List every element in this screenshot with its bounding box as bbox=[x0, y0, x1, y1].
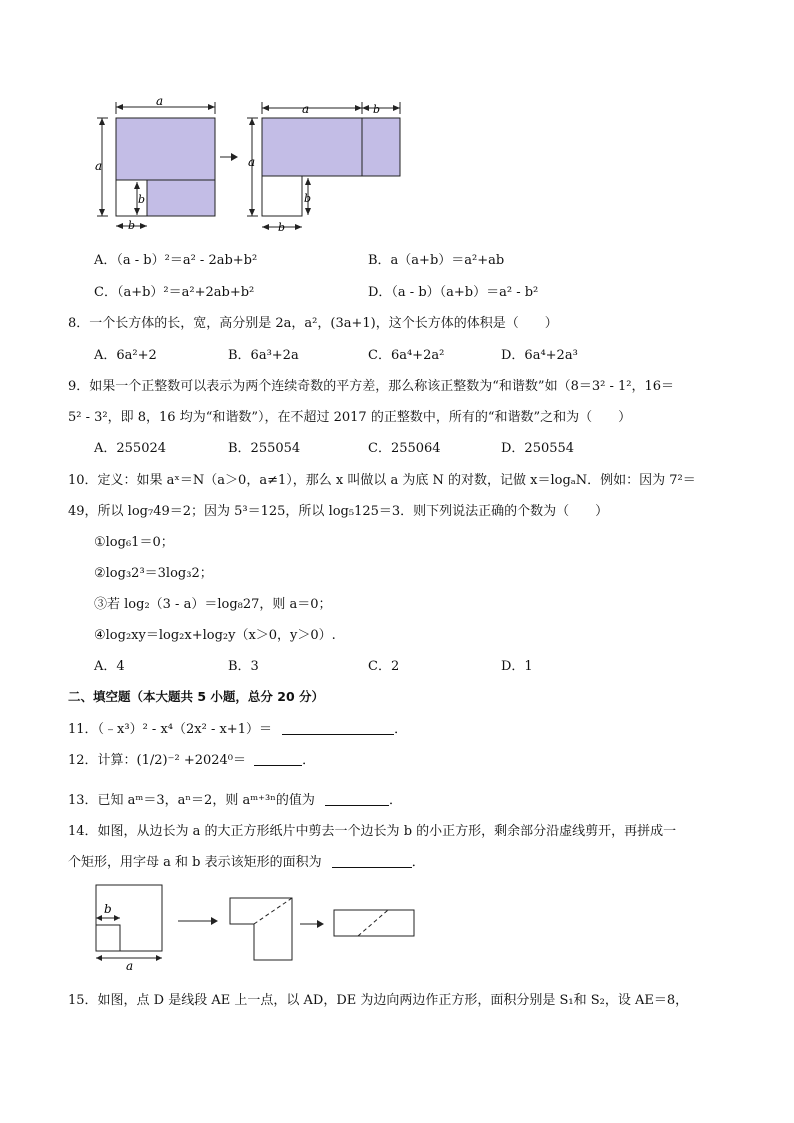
label-a-left: a bbox=[95, 159, 103, 173]
q12-answer-blank[interactable] bbox=[254, 753, 302, 766]
label-b-q14: b bbox=[104, 902, 112, 916]
q12-period: ． bbox=[302, 753, 316, 768]
q15-line-1: 15．如图，点 D 是线段 AE 上一点，以 AD，DE 为边向两边作正方形，面积分别是 S₁和 S₂，设 AE＝8， bbox=[68, 993, 689, 1008]
figure-square-rearrangement bbox=[90, 96, 410, 236]
label-a-top-right: a bbox=[302, 102, 310, 116]
q7-option-a: A．（a - b）²＝a² - 2ab+b² bbox=[94, 253, 258, 268]
rearranged-rect-a bbox=[262, 118, 362, 176]
bottom-strip-shaded bbox=[147, 180, 215, 216]
q10-option-a: A．4 bbox=[94, 659, 125, 674]
q11-stem: 11．（﹣x³）² - x⁴（2x² - x+1）＝ bbox=[68, 722, 272, 737]
label-a-right-side: a bbox=[248, 155, 256, 169]
q9-option-a: A．255024 bbox=[94, 441, 167, 456]
q10-option-d: D．1 bbox=[501, 659, 533, 674]
q9-option-d: D．250554 bbox=[501, 441, 575, 456]
label-b-right-bottom: b bbox=[278, 221, 286, 234]
q7-option-b: B．a（a+b）＝a²+ab bbox=[368, 253, 505, 268]
q8-option-a: A．6a²+2 bbox=[94, 348, 157, 363]
label-b-right-inner: b bbox=[304, 192, 312, 205]
q7-option-c: C．（a+b）²＝a²+2ab+b² bbox=[94, 285, 255, 300]
q10-line-2: 49，所以 log₇49＝2；因为 5³＝125，所以 log₅125＝3．则下列说法正确的个数为（ ） bbox=[68, 504, 609, 519]
q9-line-1: 9．如果一个正整数可以表示为两个连续奇数的平方差，那么称该正整数为“和谐数”如（8＝3² - 1²，16＝ bbox=[68, 379, 674, 394]
label-b-bottom: b bbox=[128, 219, 136, 232]
q9-option-c: C．255064 bbox=[368, 441, 441, 456]
q10-statement-3: ③若 log₂（3 - a）＝log₈27，则 a＝0； bbox=[94, 597, 332, 612]
q14-period: ． bbox=[411, 855, 425, 870]
q8-stem: 8．一个长方体的长，宽，高分别是 2a，a²，(3a+1)，这个长方体的体积是（ ） bbox=[68, 316, 558, 331]
label-b-top-right: b bbox=[373, 103, 381, 116]
label-a-top-left: a bbox=[156, 96, 164, 108]
l-shape-remaining bbox=[230, 898, 292, 960]
label-a-q14: a bbox=[126, 959, 134, 972]
rearranged-rect-b bbox=[362, 118, 400, 176]
rearranged-rectangle bbox=[334, 910, 414, 936]
q12-stem: 12．计算：(1/2)⁻² +2024⁰＝ bbox=[68, 753, 247, 768]
figure-q14-cut-and-rearrange bbox=[88, 880, 418, 972]
q9-option-b: B．255054 bbox=[228, 441, 301, 456]
q8-option-b: B．6a³+2a bbox=[228, 348, 299, 363]
q11-answer-blank[interactable] bbox=[282, 722, 394, 735]
small-square-cut bbox=[96, 925, 120, 951]
q14-answer-blank[interactable] bbox=[332, 855, 412, 868]
label-b-inner: b bbox=[138, 193, 146, 206]
q10-option-c: C．2 bbox=[368, 659, 400, 674]
q13-period: ． bbox=[389, 793, 403, 808]
q13-answer-blank[interactable] bbox=[325, 793, 389, 806]
big-square-shaded bbox=[116, 118, 215, 180]
q11-line bbox=[68, 718, 407, 737]
q10-statement-1: ①log₆1＝0； bbox=[94, 535, 174, 550]
q8-option-c: C．6a⁴+2a² bbox=[368, 348, 445, 363]
q14-line-1: 14．如图，从边长为 a 的大正方形纸片中剪去一个边长为 b 的小正方形，剩余部分沿虚线剪开，再拼成一 bbox=[68, 824, 677, 839]
q13-stem: 13．已知 aᵐ＝3，aⁿ＝2，则 aᵐ⁺³ⁿ的值为 bbox=[68, 793, 315, 808]
q10-line-1: 10．定义：如果 aˣ＝N（a＞0，a≠1），那么 x 叫做以 a 为底 N 的对数，记做 x＝logₐN．例如：因为 7²＝ bbox=[68, 473, 696, 488]
q9-line-2: 5² - 3²，即 8，16 均为“和谐数”），在不超过 2017 的正整数中，所有的“和谐数”之和为（ ） bbox=[68, 410, 632, 425]
q12-line bbox=[68, 749, 315, 768]
q10-statement-4: ④log₂xy＝log₂x+log₂y（x＞0，y＞0）. bbox=[94, 628, 336, 643]
q10-statement-2: ②log₃2³＝3log₃2； bbox=[94, 566, 213, 581]
q10-option-b: B．3 bbox=[228, 659, 259, 674]
rearranged-empty-square bbox=[262, 176, 302, 216]
q11-period: ． bbox=[394, 722, 408, 737]
q8-option-d: D．6a⁴+2a³ bbox=[501, 348, 578, 363]
q13-line bbox=[68, 789, 402, 808]
q14-line-2 bbox=[68, 851, 425, 870]
section-2-heading: 二、填空题（本大题共 5 小题，总分 20 分） bbox=[68, 689, 325, 704]
q7-option-d: D．（a - b）（a+b）＝a² - b² bbox=[368, 285, 539, 300]
q14-stem: 个矩形，用字母 a 和 b 表示该矩形的面积为 bbox=[68, 855, 322, 870]
